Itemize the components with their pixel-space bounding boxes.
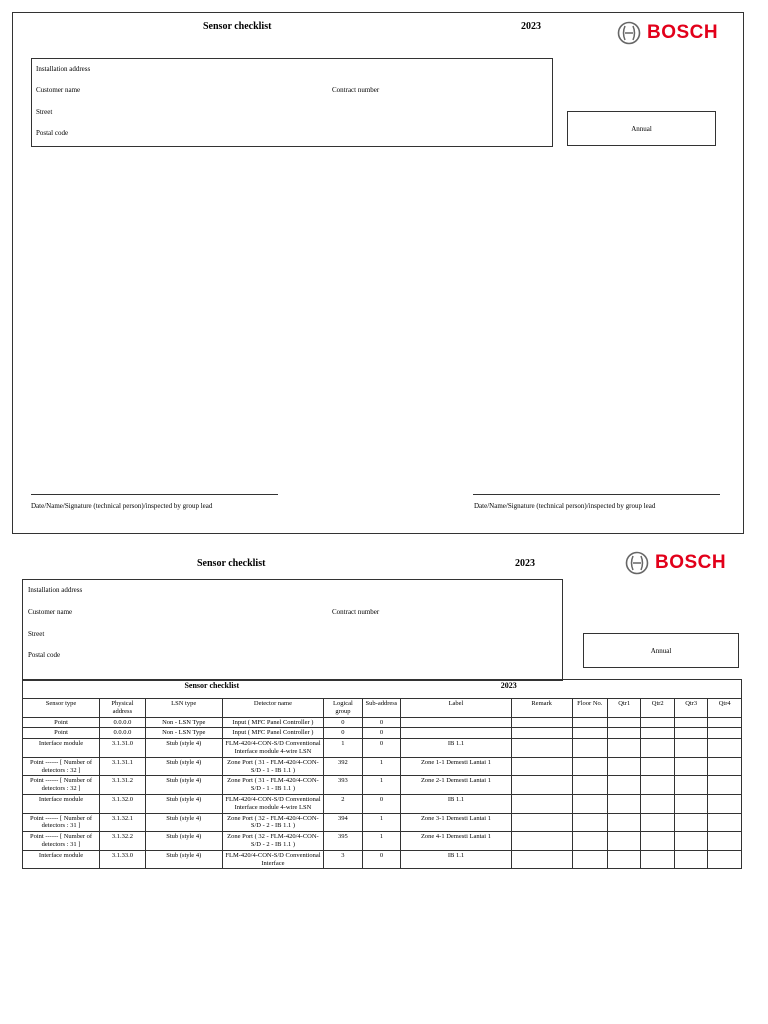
table-cell [511,739,572,758]
table-year: 2023 [401,680,742,699]
table-cell: 393 [324,776,363,795]
table-cell: Non - LSN Type [145,717,222,728]
table-cell [572,739,607,758]
table-row [23,717,742,728]
table-cell [641,728,674,739]
table-cell [608,813,641,832]
column-header: Detector name [222,699,323,718]
table-cell: Non - LSN Type [145,728,222,739]
column-header: Sensor type [23,699,100,718]
bosch-logo-text: BOSCH [655,552,727,573]
street-label: Street [36,108,53,116]
address-box [31,58,553,147]
table-cell [641,717,674,728]
table-cell [608,832,641,851]
contract-number-label: Contract number [332,86,380,94]
table-cell [572,757,607,776]
page-title: Sensor checklist [203,21,272,32]
signature-line-right [473,494,720,495]
table-row [23,813,742,832]
annual-box-2: Annual [583,633,739,668]
table-cell: IB 1.1 [401,850,512,869]
installation-address-label: Installation address [36,65,91,73]
table-cell: FLM-420/4-CON-S/D Conventional Interface module 4-wire LSN [222,794,323,813]
table-cell: Stub (style 4) [145,850,222,869]
table-cell [708,850,742,869]
address-box-2 [22,579,563,681]
postal-code-label: Postal code [36,129,69,137]
table-row [23,739,742,758]
table-cell [641,757,674,776]
table-cell [511,776,572,795]
table-cell: 3 [324,850,363,869]
table-cell [511,717,572,728]
table-cell [511,728,572,739]
contract-number-label: Contract number [332,608,380,616]
table-cell [572,776,607,795]
table-cell: 0 [362,794,401,813]
table-cell [608,776,641,795]
table-cell: 1 [362,813,401,832]
table-row [23,757,742,776]
table-cell: FLM-420/4-CON-S/D Conventional Interface module 4-wire LSN [222,739,323,758]
table-cell [641,739,674,758]
table-cell: 394 [324,813,363,832]
table-cell: Input ( MFC Panel Controller ) [222,728,323,739]
column-header: Sub-address [362,699,401,718]
table-cell: 2 [324,794,363,813]
table-cell: 0 [324,728,363,739]
table-cell: 0 [362,728,401,739]
table-cell: Zone Port ( 31 - FLM-420/4-CON-S/D - 1 - IB 1.1 ) [222,757,323,776]
table-cell: 1 [362,776,401,795]
signature-caption-left: Date/Name/Signature (technical person)/inspected by group lead [31,502,213,510]
table-cell: Input ( MFC Panel Controller ) [222,717,323,728]
table-cell: Stub (style 4) [145,832,222,851]
table-cell: Zone 1-1 Demesti Lantai 1 [401,757,512,776]
table-cell: Interface module [23,850,100,869]
table-cell [674,739,707,758]
table-cell [608,850,641,869]
checklist-page-1 [12,12,744,534]
table-cell [708,757,742,776]
table-cell: IB 1.1 [401,794,512,813]
table-cell: Zone 3-1 Demesti Lantai 1 [401,813,512,832]
table-cell: Stub (style 4) [145,794,222,813]
table-cell [674,776,707,795]
table-cell [674,757,707,776]
column-header: Qtr4 [708,699,742,718]
table-cell [708,813,742,832]
table-cell [608,794,641,813]
table-cell [572,832,607,851]
table-cell: 3.1.32.1 [100,813,146,832]
table-cell: Interface module [23,794,100,813]
table-title: Sensor checklist [23,680,401,699]
table-cell [511,757,572,776]
table-cell [401,717,512,728]
table-row [23,728,742,739]
table-cell [708,728,742,739]
table-cell: Zone Port ( 32 - FLM-420/4-CON-S/D - 2 - IB 1.1 ) [222,832,323,851]
table-cell [572,728,607,739]
customer-name-label: Customer name [36,86,81,94]
table-cell: Stub (style 4) [145,739,222,758]
page2-title: Sensor checklist [197,558,266,569]
street-label: Street [28,630,45,638]
table-cell [511,850,572,869]
installation-address-label: Installation address [28,586,83,594]
table-cell: Zone Port ( 31 - FLM-420/4-CON-S/D - 1 - IB 1.1 ) [222,776,323,795]
table-cell: 3.1.32.0 [100,794,146,813]
table-row [23,850,742,869]
table-cell [608,757,641,776]
table-cell: Point ------ [ Number of detectors : 31 ] [23,832,100,851]
table-cell: 3.1.31.1 [100,757,146,776]
table-cell [708,717,742,728]
table-cell: 1 [324,739,363,758]
table-cell [641,776,674,795]
table-title-row [23,680,742,699]
table-cell: Stub (style 4) [145,813,222,832]
customer-name-label: Customer name [28,608,73,616]
table-cell: Zone Port ( 32 - FLM-420/4-CON-S/D - 2 - IB 1.1 ) [222,813,323,832]
column-header: Physical address [100,699,146,718]
table-cell [608,717,641,728]
table-cell: 3.1.33.0 [100,850,146,869]
column-header: Logical group [324,699,363,718]
column-header: Remark [511,699,572,718]
table-cell [511,794,572,813]
table-cell [608,728,641,739]
table-cell [641,832,674,851]
table-cell: 3.1.31.2 [100,776,146,795]
table-cell: 1 [362,757,401,776]
table-row [23,832,742,851]
table-cell [674,717,707,728]
table-cell: 0.0.0.0 [100,728,146,739]
table-cell: Point [23,728,100,739]
table-cell: 0 [362,739,401,758]
table-cell [511,832,572,851]
table-cell: FLM-420/4-CON-S/D Conventional Interface [222,850,323,869]
table-cell [708,739,742,758]
signature-line-left [31,494,278,495]
table-cell: 0 [324,717,363,728]
table-cell [641,813,674,832]
page2-year: 2023 [515,558,535,569]
table-cell [674,728,707,739]
table-cell [572,813,607,832]
table-cell [608,739,641,758]
table-cell: 395 [324,832,363,851]
column-header: Floor No. [572,699,607,718]
signature-caption-right: Date/Name/Signature (technical person)/inspected by group lead [474,502,656,510]
table-cell: 0.0.0.0 [100,717,146,728]
bosch-logo-2 [625,551,726,575]
table-header-row [23,699,742,718]
table-row [23,776,742,795]
table-cell [674,813,707,832]
table-cell [641,794,674,813]
table-cell [674,832,707,851]
sensor-table [22,679,742,869]
table-cell: Zone 2-1 Demesti Lantai 1 [401,776,512,795]
column-header: Qtr1 [608,699,641,718]
table-cell: 0 [362,717,401,728]
table-cell [401,728,512,739]
table-cell [708,832,742,851]
table-cell: Zone 4-1 Demesti Lantai 1 [401,832,512,851]
table-cell [572,717,607,728]
table-cell: 3.1.32.2 [100,832,146,851]
table-cell [641,850,674,869]
table-cell: 0 [362,850,401,869]
column-header: Qtr2 [641,699,674,718]
column-header: Label [401,699,512,718]
table-cell [708,776,742,795]
table-row [23,794,742,813]
table-cell: Interface module [23,739,100,758]
table-cell: Point ------ [ Number of detectors : 32 ] [23,757,100,776]
table-cell: Stub (style 4) [145,757,222,776]
bosch-armature-icon [625,551,649,575]
table-cell [572,850,607,869]
bosch-logo [617,21,718,45]
table-cell [572,794,607,813]
table-cell [708,794,742,813]
column-header: Qtr3 [674,699,707,718]
table-cell: Point [23,717,100,728]
year-label: 2023 [521,21,541,32]
column-header: LSN type [145,699,222,718]
table-cell: 3.1.31.0 [100,739,146,758]
table-cell: Point ------ [ Number of detectors : 31 ] [23,813,100,832]
postal-code-label: Postal code [28,651,61,659]
table-cell: Point ------ [ Number of detectors : 32 ] [23,776,100,795]
bosch-logo-text: BOSCH [647,22,719,43]
table-cell: Stub (style 4) [145,776,222,795]
table-cell [511,813,572,832]
table-cell: 1 [362,832,401,851]
table-cell: 392 [324,757,363,776]
bosch-armature-icon [617,21,641,45]
table-cell: IB 1.1 [401,739,512,758]
annual-box: Annual [567,111,716,146]
table-cell [674,850,707,869]
table-cell [674,794,707,813]
